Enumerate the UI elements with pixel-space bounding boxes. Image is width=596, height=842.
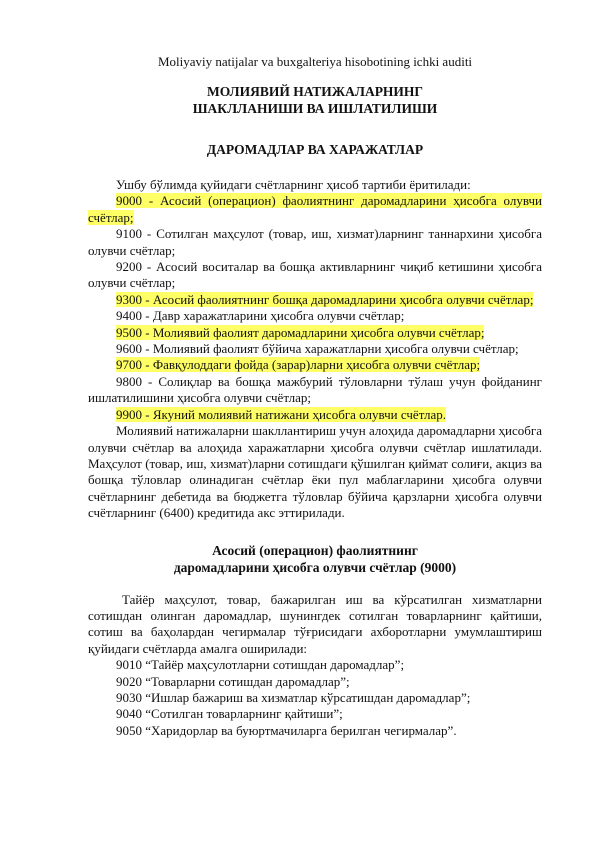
- account-text: 9700 - Фавқулоддаги фойда (зарар)ларни ҳисобга олувчи счётлар;: [116, 357, 481, 373]
- account-item-9100: [88, 226, 542, 259]
- account-item-9500: [88, 325, 542, 341]
- account-text: 9100 - Сотилган маҳсулот (товар, иш, хизмат)ларнинг таннархини ҳисобга олувчи счётлар;: [88, 226, 542, 258]
- account-list: [88, 193, 542, 423]
- subaccount-item: 9050 “Харидорлар ва буюртмачиларга берилган чегирмалар”.: [116, 722, 457, 738]
- account-item-9400: [88, 308, 542, 324]
- account-item-9900: [88, 407, 542, 423]
- subsection-heading-line1: Асосий (операцион) фаолиятнинг: [212, 542, 418, 558]
- account-text: 9000 - Асосий (операцион) фаолиятнинг даромадларини ҳисобга олувчи счётлар;: [88, 193, 542, 225]
- account-text: 9900 - Якуний молиявий натижани ҳисобга олувчи счётлар.: [116, 406, 447, 422]
- subaccount-item: 9040 “Сотилган товарларнинг қайтиши”;: [116, 706, 343, 722]
- account-item-9600: [88, 341, 542, 357]
- account-text: 9200 - Асосий воситалар ва бошқа активларнинг чиқиб кетишини ҳисобга олувчи счётлар;: [88, 259, 542, 291]
- chapter-title-line1: МОЛИЯВИЙ НАТИЖАЛАРНИНГ: [206, 84, 424, 99]
- account-item-9200: [88, 259, 542, 292]
- chapter-title-line2: ШАКЛЛАНИШИ ВА ИШЛАТИЛИШИ: [192, 101, 438, 116]
- subsection-heading-line2: даромадларини ҳисобга олувчи счётлар (9000): [173, 559, 457, 575]
- account-text: 9800 - Солиқлар ва бошқа мажбурий тўловларни тўлаш учун фойданинг ишлатилишини ҳисобга олувчи счётлар;: [88, 373, 542, 406]
- body-paragraph: Молиявий натижаларни шакллантириш учун алоҳида даромадларни ҳисобга олувчи счётлар ва алоҳида харажатларни ҳисобга олувчи счётлар ишлатилади. Маҳсулот (товар, иш, хизмат)ларни сотишдаги қўшилган қиймат солиғи, акциз ва бошқа тўловлар олинадиган счётлар ёки пул маблағларини ҳисобга олувчи счётларнинг дебетида ва бюджетга тўловлар бўйича қарзларни ҳисобга олувчи счётларнинг (6400) кредитида акс эттирилади.: [88, 423, 542, 521]
- account-text: 9400 - Давр харажатларини ҳисобга олувчи счётлар;: [116, 308, 405, 324]
- account-text: 9600 - Молиявий фаолият бўйича харажатларни ҳисобга олувчи счётлар;: [116, 341, 519, 357]
- account-item-9300: [88, 292, 542, 308]
- account-text: 9500 - Молиявий фаолият даромадларини ҳисобга олувчи счётлар;: [116, 324, 485, 340]
- subaccount-item: 9010 “Тайёр маҳсулотларни сотишдан даромадлар”;: [116, 657, 405, 673]
- account-item-9700: [88, 357, 542, 373]
- subaccount-item: 9030 “Ишлар бажариш ва хизматлар кўрсатишдан даромадлар”;: [116, 689, 471, 705]
- account-item-9800: [88, 374, 542, 407]
- body-paragraph-2: Тайёр маҳсулот, товар, бажарилган иш ва кўрсатилган хизматларни сотишдан олинган даромадлар, шунингдек сотилган товарларнинг қайтиши, сотиш ва баҳолардан чегирмалар тўғрисидаги ахборотларни умумлаштириш қуйидаги счётларда амалга оширилади:: [88, 591, 542, 656]
- running-head: Moliyaviy natijalar va buxgalteriya hisobotining ichki auditi: [157, 54, 473, 69]
- intro-paragraph: Ушбу бўлимда қуйидаги счётларнинг ҳисоб тартиби ёритилади:: [116, 177, 471, 192]
- section-heading: ДАРОМАДЛАР ВА ХАРАЖАТЛАР: [206, 142, 424, 157]
- subsection-heading: [88, 542, 542, 576]
- account-item-9000: [88, 193, 542, 226]
- subaccount-item: 9020 “Товарларни сотишдан даромадлар”;: [116, 673, 350, 689]
- subaccount-list: [88, 657, 542, 739]
- account-text: 9300 - Асосий фаолиятнинг бошқа даромадларини ҳисобга олувчи счётлар;: [116, 291, 534, 307]
